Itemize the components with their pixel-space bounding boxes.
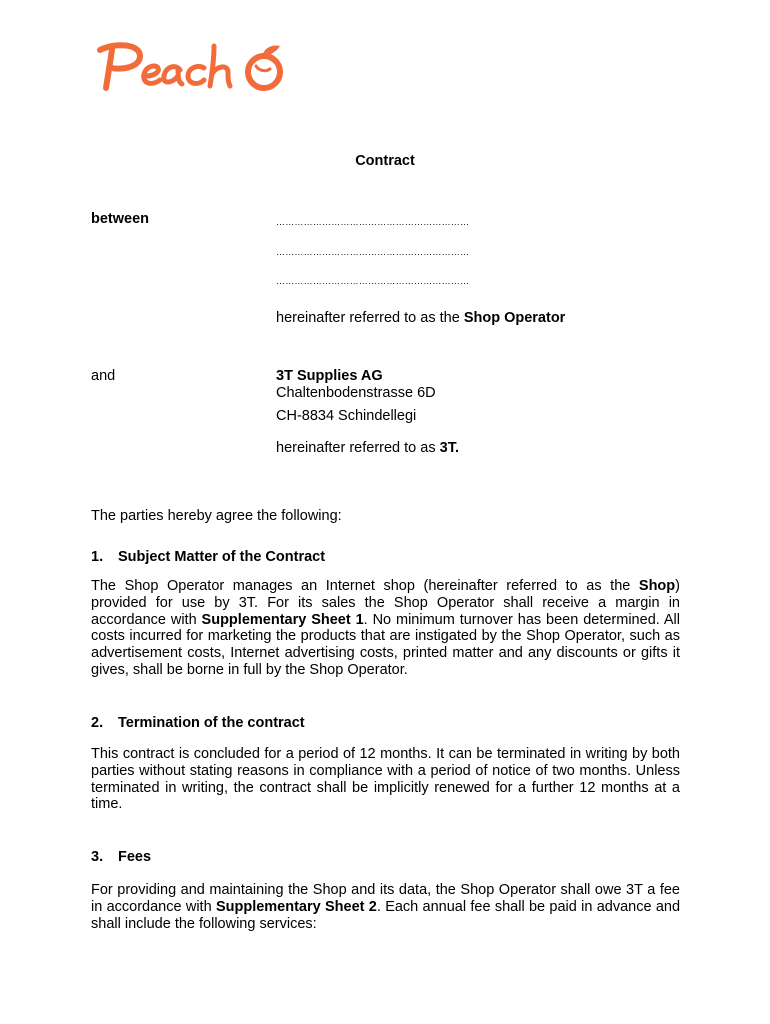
section-number: 2. [91,715,104,731]
body-text: . No minimum turnover has been determined. All costs incurred for marketing the products that are instigated by the Shop Operator, such as advertisement costs, Internet advertising costs, printed matter and any discounts or gifts it gives, shall be borne in full by the Shop Operator. [91,611,680,678]
section-3-heading [91,849,151,865]
shop-operator-term: Shop Operator [463,310,566,326]
3t-term: 3T. [439,440,459,456]
section-2-heading [91,715,305,731]
body-text: . Each annual fee shall be paid in advance and shall include the following services: [91,898,681,932]
blank-line-1: ……………………………………………………… [276,217,470,227]
section-number: 3. [91,849,104,865]
body-text: ) provided for use by 3T. For its sales the Shop Operator shall receive a margin in accordance with [91,578,680,628]
reference-text: hereinafter referred to as [276,440,440,456]
section-title: Subject Matter of the Contract [118,549,326,565]
supplementary-sheet-2-ref: Supplementary Sheet 2 [215,898,377,915]
peach-logo [96,38,296,100]
section-3-body [91,882,680,932]
peach-fruit-icon [248,45,280,88]
supplementary-sheet-1-ref: Supplementary Sheet 1 [201,611,364,628]
contract-title: Contract [355,153,415,169]
section-title: Termination of the contract [118,715,305,731]
reference-text: hereinafter referred to as the [276,310,464,326]
company-city: CH-8834 Schindellegi [276,408,417,424]
section-number: 1. [91,549,104,565]
peach-logo-graphic [96,38,296,100]
blank-line-3: ……………………………………………………… [276,276,470,286]
section-2-body [91,746,680,813]
company-name: 3T Supplies AG [276,368,383,384]
3t-reference [276,440,459,456]
shop-operator-reference [276,310,565,326]
company-street: Chaltenbodenstrasse 6D [276,385,436,401]
section-1-heading [91,549,325,565]
and-label: and [91,368,116,384]
blank-line-2: ……………………………………………………… [276,247,470,257]
section-title: Fees [118,849,152,865]
body-text: The Shop Operator manages an Internet shop (hereinafter referred to as the [91,578,639,594]
intro-text: The parties hereby agree the following: [91,508,342,524]
body-text: For providing and maintaining the Shop and its data, the Shop Operator shall owe 3T a fee in accordance with [91,882,680,915]
body-text: This contract is concluded for a period of 12 months. It can be terminated in writing by both parties without stating reasons in compliance with a period of notice of two months. Unless terminated in writing, the contract shall be implicitly renewed for a further 12 months at a time. [91,746,680,813]
shop-term: Shop [638,578,676,594]
between-label: between [91,211,150,227]
section-1-body [91,578,680,679]
